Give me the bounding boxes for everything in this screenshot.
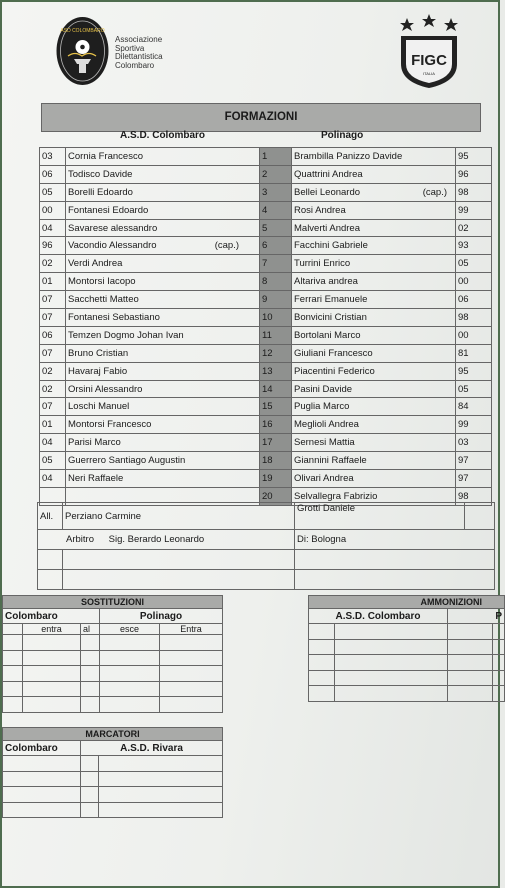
- lineup-row: [40, 148, 492, 166]
- home-player-name-text: Fontanesi Sebastiano: [68, 311, 160, 323]
- substitution-row-cell: [3, 666, 23, 682]
- away-player-year: 99: [456, 416, 492, 434]
- substitution-row-cell: [100, 697, 160, 713]
- away-player-number: 3: [260, 183, 292, 201]
- lineup-row: [40, 165, 492, 183]
- home-player-name-text: Parisi Marco: [68, 437, 121, 449]
- away-player-name-text: Bortolani Marco: [294, 329, 361, 341]
- home-player-name-text: Borelli Edoardo: [68, 186, 133, 198]
- home-team-heading: A.S.D. Colombaro: [120, 130, 206, 141]
- away-player-year: 81: [456, 344, 492, 362]
- booking-row-cell: [493, 624, 505, 640]
- home-player-name: [66, 326, 260, 344]
- booking-row-cell: [335, 670, 448, 686]
- away-player-year: 96: [456, 165, 492, 183]
- away-player-name-text: Sernesi Mattia: [294, 437, 355, 449]
- booking-row-cell: [309, 670, 335, 686]
- away-player-name: [292, 309, 456, 327]
- away-player-year: 00: [456, 326, 492, 344]
- lineup-row: [40, 219, 492, 237]
- substitution-row-cell: [100, 635, 160, 651]
- home-player-name: [66, 201, 260, 219]
- away-player-year: 05: [456, 380, 492, 398]
- home-player-name: [66, 452, 260, 470]
- figc-logo-sub: ITALIA: [423, 71, 435, 76]
- substitution-row-cell: [81, 666, 100, 682]
- home-player-number: 01: [40, 273, 66, 291]
- scorer-row-cell: [81, 756, 99, 772]
- home-player-name: [66, 416, 260, 434]
- staff-cell: [465, 503, 495, 530]
- away-player-number: 5: [260, 219, 292, 237]
- substitution-row: [3, 697, 223, 713]
- away-player-name: [292, 219, 456, 237]
- home-player-name: [66, 255, 260, 273]
- bookings-away-team: P: [448, 609, 505, 624]
- substitutions-cell: [3, 624, 23, 635]
- home-player-name-text: Neri Raffaele: [68, 472, 124, 484]
- bookings-title: AMMONIZIONI: [309, 596, 505, 609]
- home-player-name: [66, 398, 260, 416]
- substitutions-home-team: Colombaro: [3, 609, 100, 624]
- home-player-name-text: Guerrero Santiago Augustin: [68, 455, 186, 467]
- lineup-row: [40, 380, 492, 398]
- away-player-number: 14: [260, 380, 292, 398]
- lineup-row: [40, 273, 492, 291]
- lineup-row: [40, 201, 492, 219]
- away-player-name-text: Rosi Andrea: [294, 204, 346, 216]
- away-player-year: 97: [456, 470, 492, 488]
- booking-row-cell: [309, 686, 335, 702]
- bookings-table: [308, 595, 505, 702]
- away-player-name: [292, 362, 456, 380]
- away-player-name: [292, 148, 456, 166]
- scorer-row-cell: [99, 787, 223, 803]
- home-player-number: 00: [40, 201, 66, 219]
- home-player-name: [66, 165, 260, 183]
- home-player-number: 06: [40, 165, 66, 183]
- substitution-row-cell: [23, 635, 81, 651]
- substitution-row-cell: [100, 681, 160, 697]
- scorer-row-cell: [3, 802, 81, 818]
- home-player-number: 07: [40, 291, 66, 309]
- booking-row-cell: [493, 686, 505, 702]
- home-player-name: [66, 219, 260, 237]
- club-name-line: Dilettantistica: [115, 52, 163, 61]
- home-player-name-text: Montorsi Iacopo: [68, 276, 136, 288]
- away-player-year: 00: [456, 273, 492, 291]
- substitutions-away-team: Polinago: [100, 609, 223, 624]
- away-player-number: 19: [260, 470, 292, 488]
- booking-row-cell: [493, 670, 505, 686]
- away-player-year: 97: [456, 452, 492, 470]
- away-player-name-text: Giuliani Francesco: [294, 347, 373, 359]
- referee-name: Sig. Berardo Leonardo: [108, 534, 205, 545]
- away-player-year: 05: [456, 255, 492, 273]
- away-player-name-text: Olivari Andrea: [294, 472, 354, 484]
- figc-logo-text: FIGC: [411, 52, 447, 69]
- substitution-row-cell: [81, 681, 100, 697]
- away-player-name-text: Selvallegra Fabrizio: [294, 490, 378, 502]
- scorer-row-cell: [81, 771, 99, 787]
- scorers-table: [2, 727, 223, 818]
- home-player-name-text: Temzen Dogmo Johan Ivan: [68, 329, 184, 341]
- substitution-row: [3, 666, 223, 682]
- away-player-name-text: Facchini Gabriele: [294, 240, 368, 252]
- home-player-name-text: Todisco Davide: [68, 168, 133, 180]
- substitution-row-cell: [3, 681, 23, 697]
- substitutions-title: SOSTITUZIONI: [3, 596, 223, 609]
- home-player-name: [66, 291, 260, 309]
- substitution-row-cell: [81, 650, 100, 666]
- away-player-number: 20: [260, 487, 292, 505]
- away-player-name: [292, 165, 456, 183]
- booking-row-cell: [309, 655, 335, 671]
- page-title: FORMAZIONI: [41, 103, 481, 132]
- scorer-row-cell: [3, 787, 81, 803]
- substitution-row-cell: [23, 697, 81, 713]
- booking-row-cell: [335, 639, 448, 655]
- staff-table: [37, 502, 495, 590]
- scorer-row-cell: [81, 802, 99, 818]
- substitution-row-cell: [3, 650, 23, 666]
- substitution-row-cell: [160, 681, 223, 697]
- captain-mark: (cap.): [422, 186, 447, 198]
- away-player-name-text: Pasini Davide: [294, 383, 353, 395]
- away-player-year: 98: [456, 309, 492, 327]
- away-coach-name: Grotti Daniele: [295, 503, 465, 530]
- home-player-name: [66, 237, 260, 255]
- substitution-row-cell: [160, 666, 223, 682]
- substitution-row: [3, 650, 223, 666]
- scorer-row: [3, 771, 223, 787]
- referee-cell: [38, 530, 295, 550]
- away-player-year: 03: [456, 434, 492, 452]
- club-name: [115, 36, 163, 70]
- away-player-year: 95: [456, 148, 492, 166]
- away-player-name-text: Piacentini Federico: [294, 365, 375, 377]
- home-coach-name: Perziano Carmine: [63, 503, 295, 530]
- away-player-name: [292, 326, 456, 344]
- home-player-number: 04: [40, 434, 66, 452]
- booking-row-cell: [335, 686, 448, 702]
- substitution-row-cell: [81, 697, 100, 713]
- staff-cell: [295, 570, 495, 590]
- home-player-number: 03: [40, 148, 66, 166]
- away-player-year: 98: [456, 183, 492, 201]
- lineup-row: [40, 470, 492, 488]
- captain-mark: (cap.): [214, 240, 239, 252]
- away-player-name-text: Brambilla Panizzo Davide: [294, 150, 403, 162]
- scorer-row-cell: [99, 802, 223, 818]
- lineup-row: [40, 309, 492, 327]
- away-player-name-text: Malverti Andrea: [294, 222, 361, 234]
- substitution-row: [3, 635, 223, 651]
- away-player-number: 1: [260, 148, 292, 166]
- away-player-number: 15: [260, 398, 292, 416]
- booking-row-cell: [448, 686, 493, 702]
- substitution-row-cell: [3, 635, 23, 651]
- home-player-name-text: Montorsi Francesco: [68, 419, 152, 431]
- away-team-heading: Polinago: [321, 130, 364, 141]
- lineup-row: [40, 291, 492, 309]
- home-player-name-text: Vacondio Alessandro: [68, 240, 157, 252]
- booking-row-cell: [335, 655, 448, 671]
- home-player-number: 07: [40, 344, 66, 362]
- home-player-name: [66, 273, 260, 291]
- away-player-number: 9: [260, 291, 292, 309]
- home-player-number: 02: [40, 255, 66, 273]
- away-player-year: 95: [456, 362, 492, 380]
- lineup-row: [40, 452, 492, 470]
- figc-logo-icon: [395, 12, 463, 90]
- away-player-name: [292, 291, 456, 309]
- home-player-name: [66, 434, 260, 452]
- home-player-number: 05: [40, 452, 66, 470]
- away-player-name: [292, 380, 456, 398]
- away-player-year: 98: [456, 487, 492, 505]
- home-player-name-text: Sacchetti Matteo: [68, 294, 139, 306]
- booking-row-cell: [448, 639, 493, 655]
- referee-from: Di: Bologna: [295, 530, 495, 550]
- substitution-row: [3, 681, 223, 697]
- substitution-row-cell: [100, 650, 160, 666]
- home-player-number: 07: [40, 398, 66, 416]
- booking-row: [309, 624, 505, 640]
- substitution-row-cell: [81, 635, 100, 651]
- away-player-number: 11: [260, 326, 292, 344]
- scorers-home-team: Colombaro: [3, 741, 81, 756]
- home-player-name-text: Loschi Manuel: [68, 401, 130, 413]
- booking-row-cell: [448, 670, 493, 686]
- lineup-row: [40, 344, 492, 362]
- away-player-number: 16: [260, 416, 292, 434]
- away-player-name: [292, 416, 456, 434]
- booking-row: [309, 655, 505, 671]
- substitution-row-cell: [160, 635, 223, 651]
- away-player-number: 7: [260, 255, 292, 273]
- away-player-year: 02: [456, 219, 492, 237]
- bookings-home-team: A.S.D. Colombaro: [309, 609, 448, 624]
- away-player-number: 10: [260, 309, 292, 327]
- away-player-name-text: Ferrari Emanuele: [294, 294, 368, 306]
- away-player-number: 8: [260, 273, 292, 291]
- home-player-name: [66, 344, 260, 362]
- substitution-row-cell: [3, 697, 23, 713]
- away-player-number: 4: [260, 201, 292, 219]
- away-player-number: 18: [260, 452, 292, 470]
- home-player-number: 04: [40, 470, 66, 488]
- home-player-number: 02: [40, 362, 66, 380]
- home-player-name: [66, 183, 260, 201]
- col-header: al: [81, 624, 100, 635]
- away-player-name: [292, 398, 456, 416]
- away-player-name-text: Meglioli Andrea: [294, 419, 359, 431]
- home-player-name-text: Havaraj Fabio: [68, 365, 128, 377]
- away-player-name-text: Turrini Enrico: [294, 258, 351, 270]
- away-player-year: 06: [456, 291, 492, 309]
- away-player-number: 13: [260, 362, 292, 380]
- lineup-row: [40, 183, 492, 201]
- lineup-row: [40, 237, 492, 255]
- home-player-name: [66, 362, 260, 380]
- scorer-row-cell: [3, 756, 81, 772]
- booking-row-cell: [448, 624, 493, 640]
- lineup-row: [40, 326, 492, 344]
- away-player-number: 6: [260, 237, 292, 255]
- scorer-row: [3, 802, 223, 818]
- club-name-line: Sportiva: [115, 43, 145, 53]
- scorer-row-cell: [3, 771, 81, 787]
- away-player-name-text: Bonvicini Cristian: [294, 311, 367, 323]
- substitution-row-cell: [160, 650, 223, 666]
- home-player-name: [66, 380, 260, 398]
- substitutions-table: [2, 595, 223, 713]
- away-player-number: 2: [260, 165, 292, 183]
- home-player-number: 06: [40, 326, 66, 344]
- away-player-name: [292, 452, 456, 470]
- away-player-year: 84: [456, 398, 492, 416]
- home-player-name-text: Orsini Alessandro: [68, 383, 143, 395]
- away-player-name: [292, 255, 456, 273]
- lineup-row: [40, 398, 492, 416]
- away-player-name-text: Quattrini Andrea: [294, 168, 363, 180]
- referee-label: Arbitro: [66, 534, 94, 545]
- substitution-row-cell: [23, 650, 81, 666]
- home-player-number: 07: [40, 309, 66, 327]
- coach-label: All.: [38, 503, 63, 530]
- substitution-row-cell: [23, 666, 81, 682]
- home-player-number: 05: [40, 183, 66, 201]
- substitution-row-cell: [23, 681, 81, 697]
- home-player-name: [66, 309, 260, 327]
- booking-row-cell: [448, 655, 493, 671]
- home-player-name-text: Verdi Andrea: [68, 258, 123, 270]
- home-player-name: [66, 470, 260, 488]
- lineup-row: [40, 255, 492, 273]
- staff-cell: [38, 550, 63, 570]
- staff-cell: [63, 550, 295, 570]
- away-player-name: [292, 273, 456, 291]
- scorers-away-team: A.S.D. Rivara: [81, 741, 223, 756]
- away-player-name: [292, 470, 456, 488]
- home-player-number: 96: [40, 237, 66, 255]
- col-header: Entra: [160, 624, 223, 635]
- away-player-name-text: Bellei Leonardo: [294, 186, 361, 198]
- home-player-name: [66, 148, 260, 166]
- away-player-year: 99: [456, 201, 492, 219]
- booking-row: [309, 639, 505, 655]
- col-header: esce: [100, 624, 160, 635]
- lineup-row: [40, 416, 492, 434]
- col-header: entra: [23, 624, 81, 635]
- substitution-row-cell: [160, 697, 223, 713]
- scorers-title: MARCATORI: [3, 728, 223, 741]
- away-player-name: [292, 344, 456, 362]
- home-player-number: 02: [40, 380, 66, 398]
- home-player-number: 04: [40, 219, 66, 237]
- scorer-row-cell: [99, 771, 223, 787]
- lineup-table: [39, 147, 492, 506]
- staff-cell: [38, 570, 63, 590]
- lineup-row: [40, 434, 492, 452]
- club-logo-icon: [55, 16, 110, 86]
- away-player-name-text: Altariva andrea: [294, 276, 358, 288]
- staff-cell: [295, 550, 495, 570]
- away-player-name: [292, 237, 456, 255]
- staff-cell: [63, 570, 295, 590]
- booking-row: [309, 670, 505, 686]
- club-logo-text: ASD COLOMBARO: [60, 28, 105, 34]
- home-player-name-text: Cornia Francesco: [68, 150, 143, 162]
- scorer-row-cell: [99, 756, 223, 772]
- substitution-row-cell: [100, 666, 160, 682]
- home-player-name-text: Fontanesi Edoardo: [68, 204, 149, 216]
- club-name-line: Associazione: [115, 35, 163, 44]
- booking-row-cell: [309, 624, 335, 640]
- away-player-name: [292, 434, 456, 452]
- away-player-name-text: Giannini Raffaele: [294, 455, 367, 467]
- booking-row: [309, 686, 505, 702]
- home-player-name-text: Bruno Cristian: [68, 347, 129, 359]
- lineup-row: [40, 362, 492, 380]
- away-player-name-text: Puglia Marco: [294, 401, 350, 413]
- club-name-line: Colombaro: [115, 60, 155, 70]
- away-player-name: [292, 183, 456, 201]
- home-player-name-text: Savarese alessandro: [68, 222, 158, 234]
- booking-row-cell: [309, 639, 335, 655]
- scorer-row: [3, 756, 223, 772]
- away-player-number: 12: [260, 344, 292, 362]
- booking-row-cell: [493, 639, 505, 655]
- away-player-name: [292, 201, 456, 219]
- scorer-row: [3, 787, 223, 803]
- home-player-number: 01: [40, 416, 66, 434]
- booking-row-cell: [493, 655, 505, 671]
- away-player-year: 93: [456, 237, 492, 255]
- scorer-row-cell: [81, 787, 99, 803]
- away-player-number: 17: [260, 434, 292, 452]
- booking-row-cell: [335, 624, 448, 640]
